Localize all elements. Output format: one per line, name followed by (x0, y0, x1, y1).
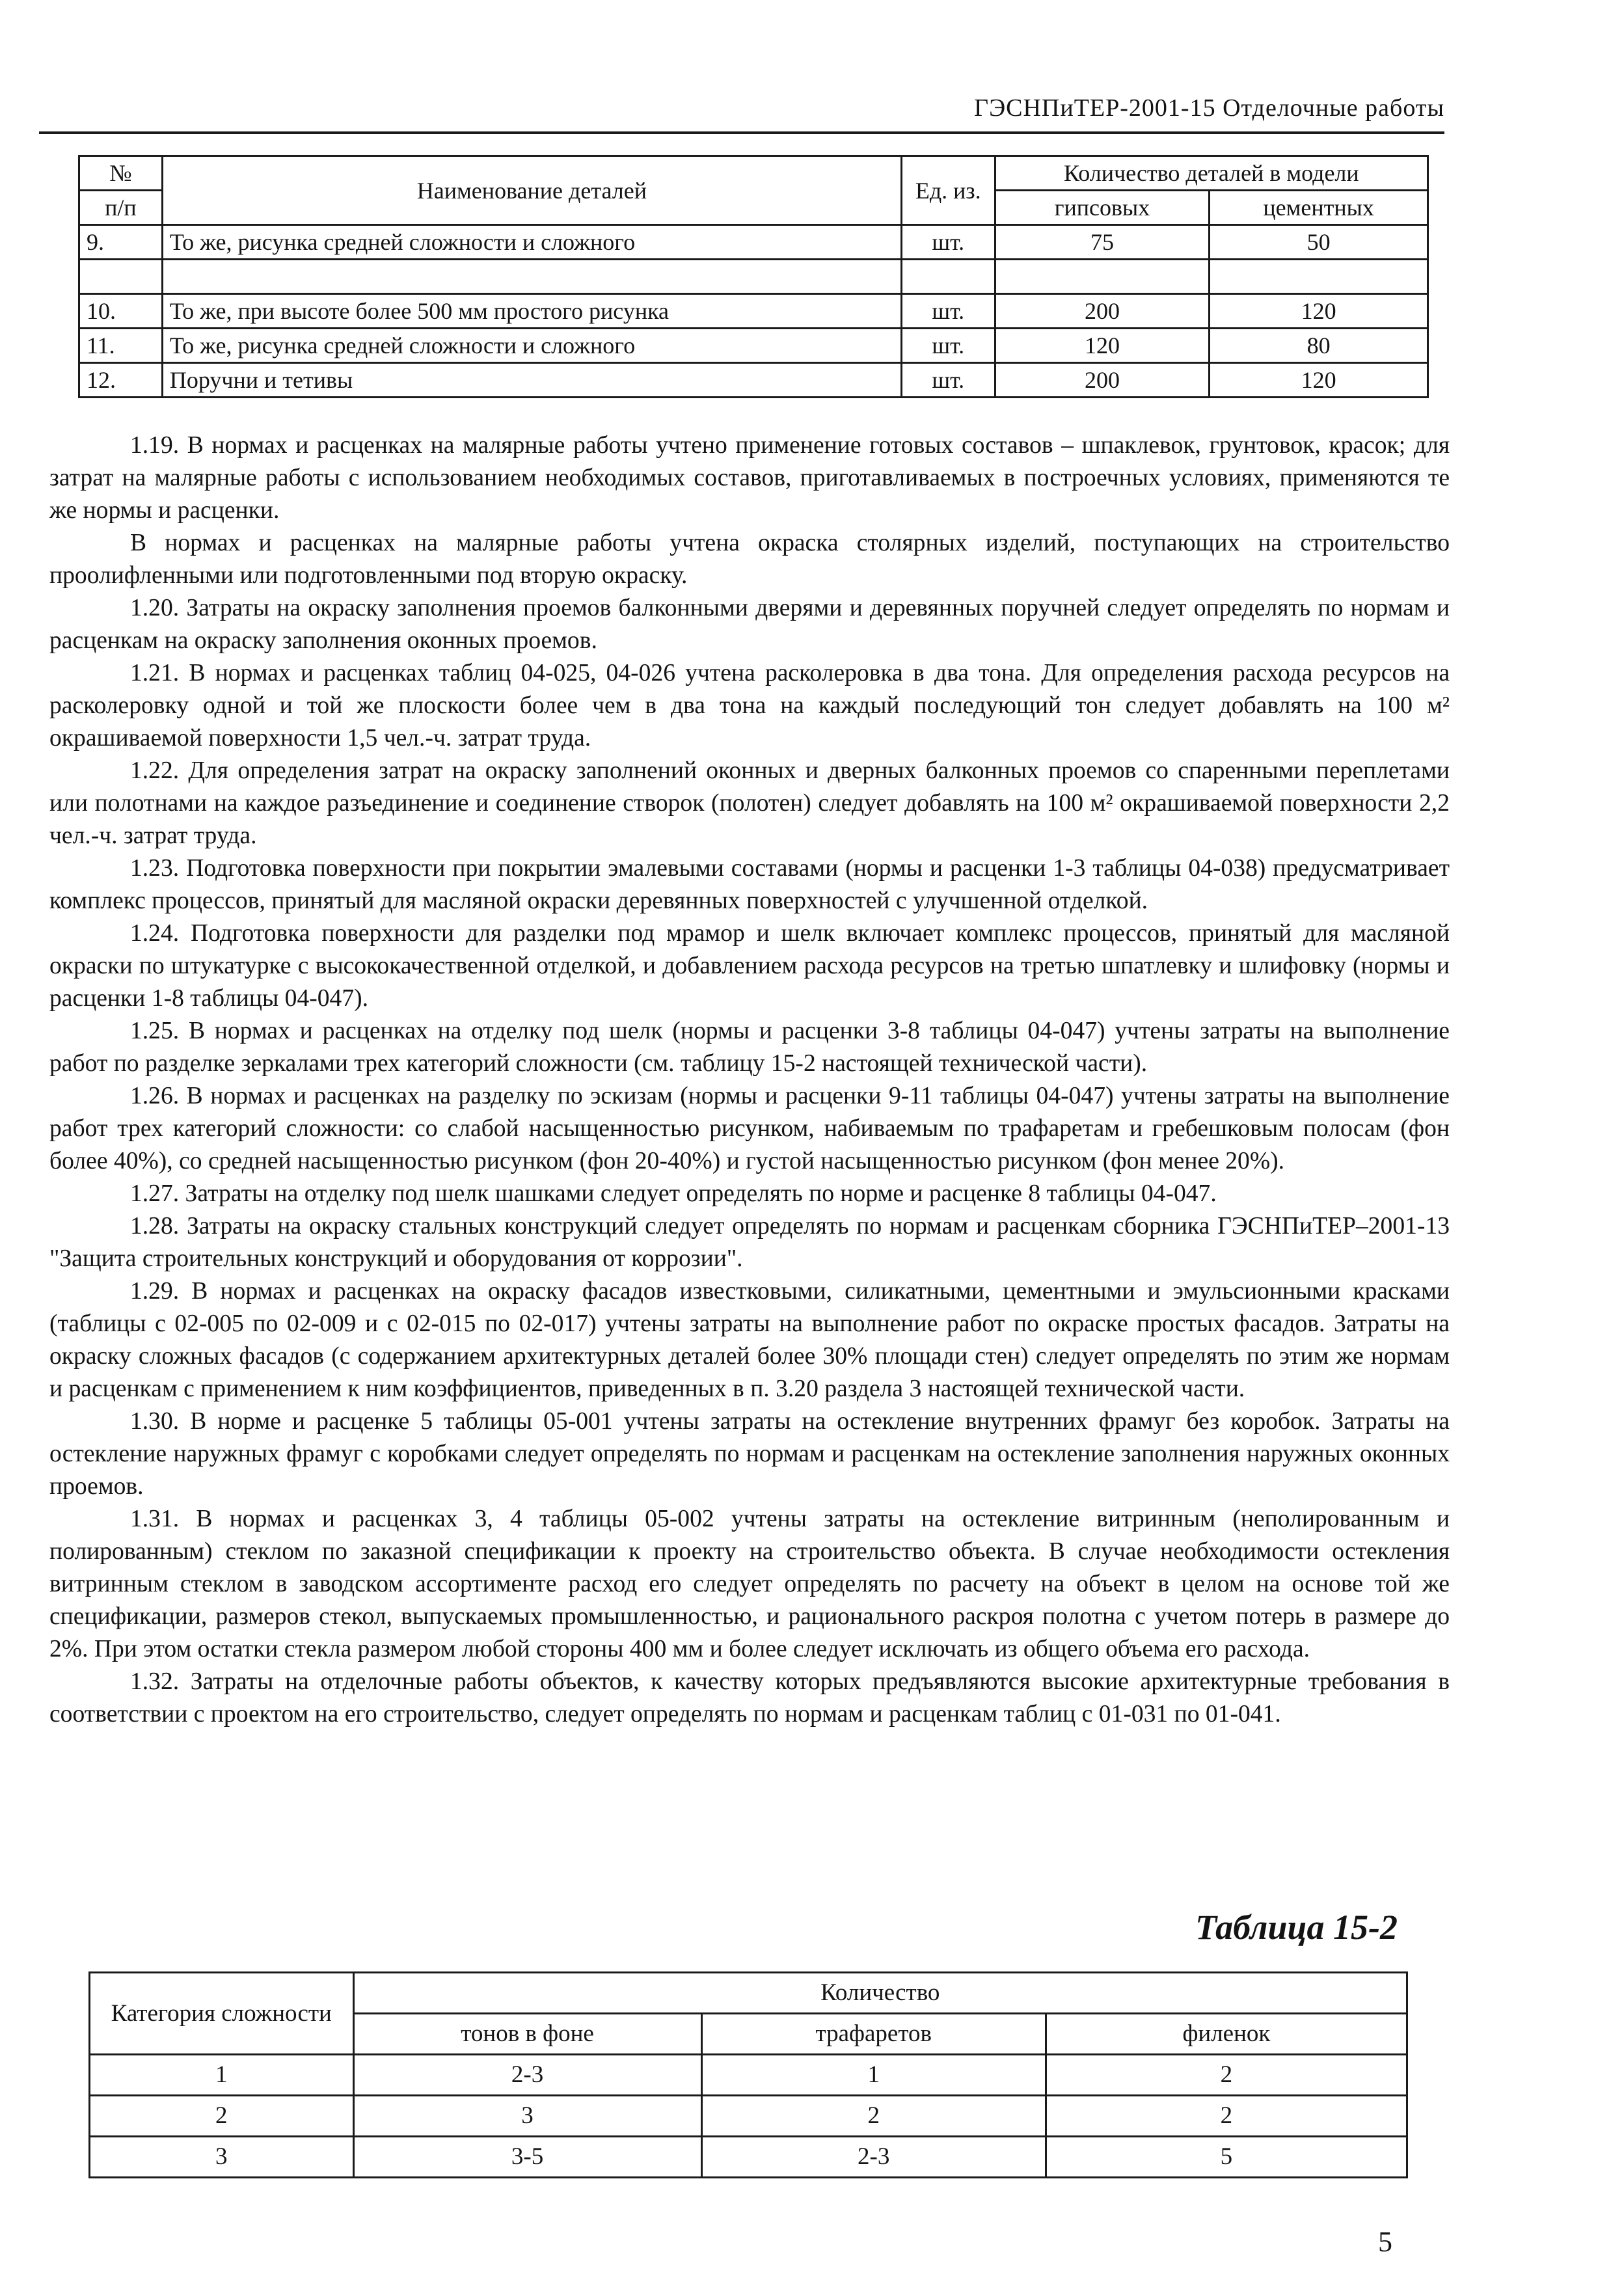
row-unit: шт. (901, 329, 995, 363)
row-gypsum: 75 (995, 225, 1210, 260)
col-cement-header: цементных (1210, 191, 1428, 225)
paragraph-1-31: 1.31. В нормах и расценках 3, 4 таблицы 05-002 учтены затраты на остекление витринным (неполированным и полированным) стеклом по заказной спецификации к проекту на строительство объекта. В случае необходимости остекления витринным стеклом в заводском ассортименте расход его следует определять по расчету на объект в целом на основе той же спецификации, размеров стекол, выпускаемых промышленностью, и рационального раскроя полотна с учетом потерь в размере до 2%. При этом остатки стекла размером любой стороны 400 мм и более следует исключать из общего объема его расхода. (49, 1506, 1450, 1662)
paragraph-1-27: 1.27. Затраты на отделку под шелк шашками следует определять по норме и расценке 8 таблицы 04-047. (130, 1180, 1217, 1207)
header-title: ГЭСНПиТЕР-2001-15 Отделочные работы (974, 94, 1444, 122)
paragraph-1-21: 1.21. В нормах и расценках таблиц 04-025, 04-026 учтена расколеровка в два тона. Для определения расхода ресурсов на расколеровку одной и той же плоскости более чем в два тона на каждый последующий тон следует добавлять на 100 м² окрашиваемой поверхности 1,5 чел.-ч. затрат труда. (49, 660, 1450, 752)
col-panels-header: филенок (1046, 2014, 1407, 2055)
table-row (79, 294, 1428, 329)
col-num-header: № (79, 156, 163, 191)
paragraph-1-19-continued: В нормах и расценках на малярные работы учтена окраска столярных изделий, поступающих на строительство проолифленными или подготовленными под вторую окраску. (49, 530, 1450, 589)
row-stencils: 2 (701, 2096, 1046, 2137)
row-name: То же, при высоте более 500 мм простого рисунка (162, 294, 901, 329)
col-qty-header: Количество деталей в модели (995, 156, 1428, 191)
col-unit-header: Ед. из. (901, 156, 995, 225)
row-unit (901, 260, 995, 294)
paragraph-1-26: 1.26. В нормах и расценках на разделку по эскизам (нормы и расценки 9-11 таблицы 04-047) учтены затраты на выполнение работ трех категорий сложности: со слабой насыщенностью рисунком, набиваемым по трафаретам и гребешковым полосам (фон более 40%), со средней насыщенностью рисунком (фон 20-40%) и густой насыщенностью рисунком (фон менее 20%). (49, 1083, 1450, 1174)
row-panels: 5 (1046, 2137, 1407, 2178)
row-cement: 80 (1210, 329, 1428, 363)
paragraph-1-28: 1.28. Затраты на окраску стальных конструкций следует определять по нормам и расценкам сборника ГЭСНПиТЕР–2001-13 "Защита строительных конструкций и оборудования от коррозии". (49, 1213, 1450, 1272)
row-cement: 120 (1210, 294, 1428, 329)
row-unit: шт. (901, 294, 995, 329)
row-name: То же, рисунка средней сложности и сложного (162, 329, 901, 363)
paragraph-1-20: 1.20. Затраты на окраску заполнения проемов балконными дверями и деревянных поручней следует определять по нормам и расценкам на окраску заполнения оконных проемов. (49, 595, 1450, 654)
col-name-header: Наименование деталей (162, 156, 901, 225)
row-unit: шт. (901, 363, 995, 398)
col-num-sub-header: п/п (79, 191, 163, 225)
row-category: 3 (90, 2137, 354, 2178)
col-category-header: Категория сложности (90, 1973, 354, 2055)
table-header-row (79, 156, 1428, 191)
row-tones: 3 (353, 2096, 701, 2137)
parts-table (78, 155, 1429, 398)
table-header-row (90, 1973, 1407, 2014)
paragraph-1-22: 1.22. Для определения затрат на окраску заполнений оконных и дверных балконных проемов со спаренными переплетами или полотнами на каждое разъединение и соединение створок (полотен) следует добавлять на 100 м² окрашиваемой поверхности 2,2 чел.-ч. затрат труда. (49, 757, 1450, 849)
row-panels: 2 (1046, 2096, 1407, 2137)
row-num (79, 260, 163, 294)
row-category: 2 (90, 2096, 354, 2137)
paragraph-1-30: 1.30. В норме и расценке 5 таблицы 05-001 учтены затраты на остекление внутренних фрамуг без коробок. Затраты на остекление наружных фрамуг с коробками следует определять по нормам и расценкам на остекление заполнения наружных оконных проемов. (49, 1408, 1450, 1500)
row-num: 10. (79, 294, 163, 329)
row-name: То же, рисунка средней сложности и сложного (162, 225, 901, 260)
body-text (49, 429, 1450, 1731)
row-gypsum: 120 (995, 329, 1210, 363)
table-row (79, 329, 1428, 363)
col-gypsum-header: гипсовых (995, 191, 1210, 225)
paragraph-1-19: 1.19. В нормах и расценках на малярные работы учтено применение готовых составов – шпаклевок, грунтовок, красок; для затрат на малярные работы с использованием необходимых составов, приготавливаемых в построечных условиях, применяются те же нормы и расценки. (49, 432, 1450, 524)
row-unit: шт. (901, 225, 995, 260)
row-cement: 120 (1210, 363, 1428, 398)
row-category: 1 (90, 2055, 354, 2096)
row-num: 11. (79, 329, 163, 363)
paragraph-1-25: 1.25. В нормах и расценках на отделку под шелк (нормы и расценки 3-8 таблицы 04-047) учтены затраты на выполнение работ по разделке зеркалами трех категорий сложности (см. таблицу 15-2 настоящей технической части). (49, 1018, 1450, 1077)
col-quantity-header: Количество (353, 1973, 1407, 2014)
table-15-2-title: Таблица 15-2 (1195, 1908, 1398, 1947)
table-row (79, 363, 1428, 398)
complexity-table (88, 1971, 1408, 2178)
col-tones-header: тонов в фоне (353, 2014, 701, 2055)
row-gypsum (995, 260, 1210, 294)
row-tones: 2-3 (353, 2055, 701, 2096)
row-gypsum: 200 (995, 294, 1210, 329)
row-stencils: 1 (701, 2055, 1046, 2096)
paragraph-1-23: 1.23. Подготовка поверхности при покрытии эмалевыми составами (нормы и расценки 1-3 таблицы 04-038) предусматривает комплекс процессов, принятый для масляной окраски деревянных поверхностей с улучшенной отделкой. (49, 855, 1450, 914)
table-row (90, 2137, 1407, 2178)
row-num: 12. (79, 363, 163, 398)
paragraph-1-32: 1.32. Затраты на отделочные работы объектов, к качеству которых предъявляются высокие архитектурные требования в соответствии с проектом на его строительство, следует определять по нормам и расценкам таблиц с 01-031 по 01-041. (49, 1668, 1450, 1727)
col-stencils-header: трафаретов (701, 2014, 1046, 2055)
row-name: Поручни и тетивы (162, 363, 901, 398)
row-cement: 50 (1210, 225, 1428, 260)
table-row-empty (79, 260, 1428, 294)
table-row (90, 2096, 1407, 2137)
row-cement (1210, 260, 1428, 294)
paragraph-1-24: 1.24. Подготовка поверхности для разделки под мрамор и шелк включает комплекс процессов, принятый для масляной окраски по штукатурке с высококачественной отделкой, и добавлением расхода ресурсов на третью шпатлевку и шлифовку (нормы и расценки 1-8 таблицы 04-047). (49, 920, 1450, 1012)
table-row (90, 2055, 1407, 2096)
row-panels: 2 (1046, 2055, 1407, 2096)
paragraph-1-29: 1.29. В нормах и расценках на окраску фасадов известковыми, силикатными, цементными и эмульсионными красками (таблицы с 02-005 по 02-009 и с 02-015 по 02-017) учтены затраты на выполнение работ по окраске простых фасадов. Затраты на окраску сложных фасадов (с содержанием архитектурных деталей более 30% площади стен) следует определять по этим же нормам и расценкам с применением к ним коэффициентов, приведенных в п. 3.20 раздела 3 настоящей технической части. (49, 1278, 1450, 1402)
row-name (162, 260, 901, 294)
row-gypsum: 200 (995, 363, 1210, 398)
row-num: 9. (79, 225, 163, 260)
row-stencils: 2-3 (701, 2137, 1046, 2178)
page-number: 5 (1378, 2226, 1392, 2258)
table-row (79, 225, 1428, 260)
row-tones: 3-5 (353, 2137, 701, 2178)
page-header (39, 91, 1444, 134)
